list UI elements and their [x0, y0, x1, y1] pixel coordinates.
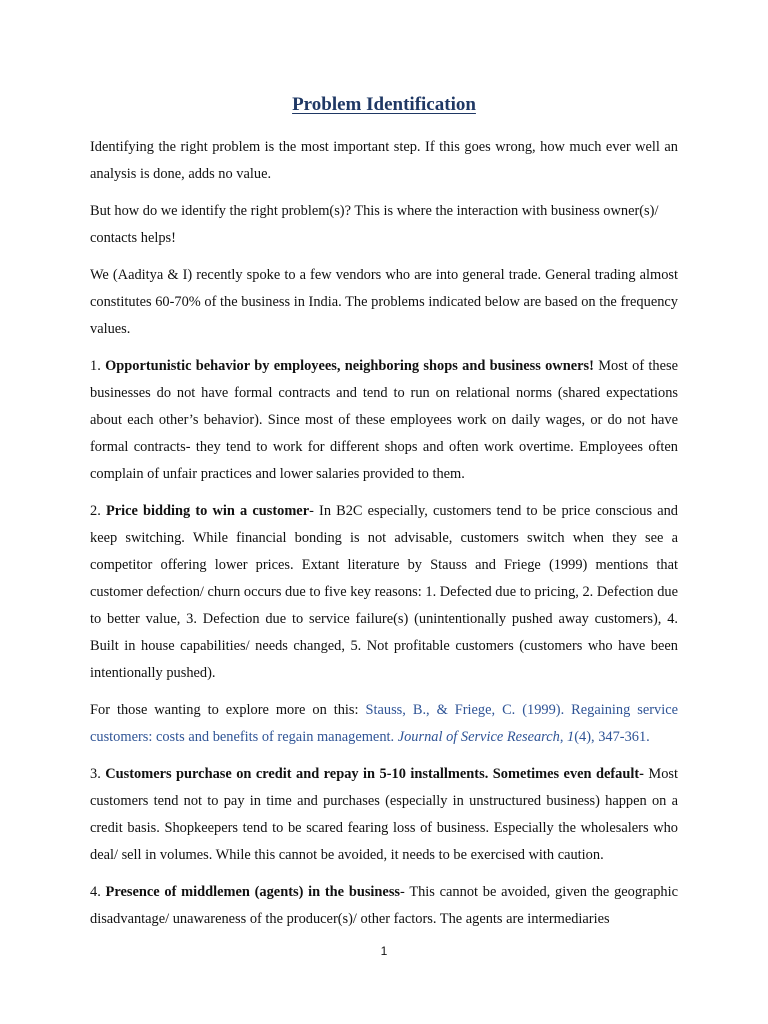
- item-body: Most customers tend not to pay in time and purchases (especially in unstructured business) happen on a credit basis. Shopkeepers tend to be scared fearing loss of business. Especially the wholesalers who deal/ sell in volumes. While this cannot be avoided, it needs to be exercised with caution.: [90, 766, 678, 863]
- item-number: 3.: [90, 766, 106, 782]
- reference-pages: (4), 347-361.: [574, 729, 650, 745]
- reference-volume: 1: [567, 729, 575, 745]
- page-title-text: Problem Identification: [292, 94, 476, 115]
- item-heading: Opportunistic behavior by employees, neighboring shops and business owners!: [105, 358, 594, 374]
- paragraph-vendors: We (Aaditya & I) recently spoke to a few vendors who are into general trade. General trading almost constitutes 60-70% of the business in India. The problems indicated below are based on the frequency values.: [90, 267, 678, 337]
- reference-lead: For those wanting to explore more on this:: [90, 702, 366, 718]
- page-number: 1: [380, 944, 388, 958]
- item-heading: Customers purchase on credit and repay in 5-10 installments. Sometimes even default-: [105, 766, 644, 782]
- item-body: - In B2C especially, customers tend to be price conscious and keep switching. While financial bonding is not advisable, customers switch when they see a competitor offering lower prices. Extant literature by Stauss and Friege (1999) mentions that customer defection/ churn occurs due to five key reasons: 1. Defected due to pricing, 2. Defection due to better value, 3. Defection due to service failure(s) (unintentionally pushed away customers), 4. Built in house capabilities/ needs changed, 5. Not profitable customers (customers who have been intentionally pushed).: [90, 503, 679, 681]
- item-heading: Price bidding to win a customer: [105, 503, 310, 519]
- document-body: [90, 134, 678, 943]
- page-title: [0, 93, 768, 117]
- item-number: 2.: [90, 503, 106, 519]
- reference-paragraph: [90, 697, 678, 751]
- paragraph-identify: But how do we identify the right problem(s)? This is where the interaction with business owner(s)/ contacts helps!: [90, 203, 659, 246]
- item-number: 1.: [90, 358, 106, 374]
- paragraph-intro: Identifying the right problem is the most important step. If this goes wrong, how much ever well an analysis is done, adds no value.: [90, 139, 678, 182]
- reference-journal: Journal of Service Research: [397, 729, 560, 745]
- item-number: 4.: [90, 884, 106, 900]
- reference-sep: ,: [559, 729, 568, 745]
- reference-citation: Stauss, B., & Friege, C. (1999). Regaining service customers: costs and benefits of regain management.: [90, 702, 678, 745]
- list-item-opportunistic: [90, 353, 678, 488]
- list-item-credit: [90, 761, 678, 869]
- item-heading: Presence of middlemen (agents) in the business: [105, 884, 401, 900]
- list-item-price-bidding: [90, 498, 678, 687]
- list-item-middlemen: [90, 879, 678, 933]
- item-body: - This cannot be avoided, given the geographic disadvantage/ unawareness of the producer(s)/ other factors. The agents are intermediaries: [90, 884, 678, 927]
- item-body: Most of these businesses do not have formal contracts and tend to run on relational norms (shared expectations about each other’s behavior). Since most of these employees work on daily wages, or do not have formal contracts- they tend to work for different shops and often work overtime. Employees often complain of unfair practices and lower salaries provided to them.: [90, 358, 678, 482]
